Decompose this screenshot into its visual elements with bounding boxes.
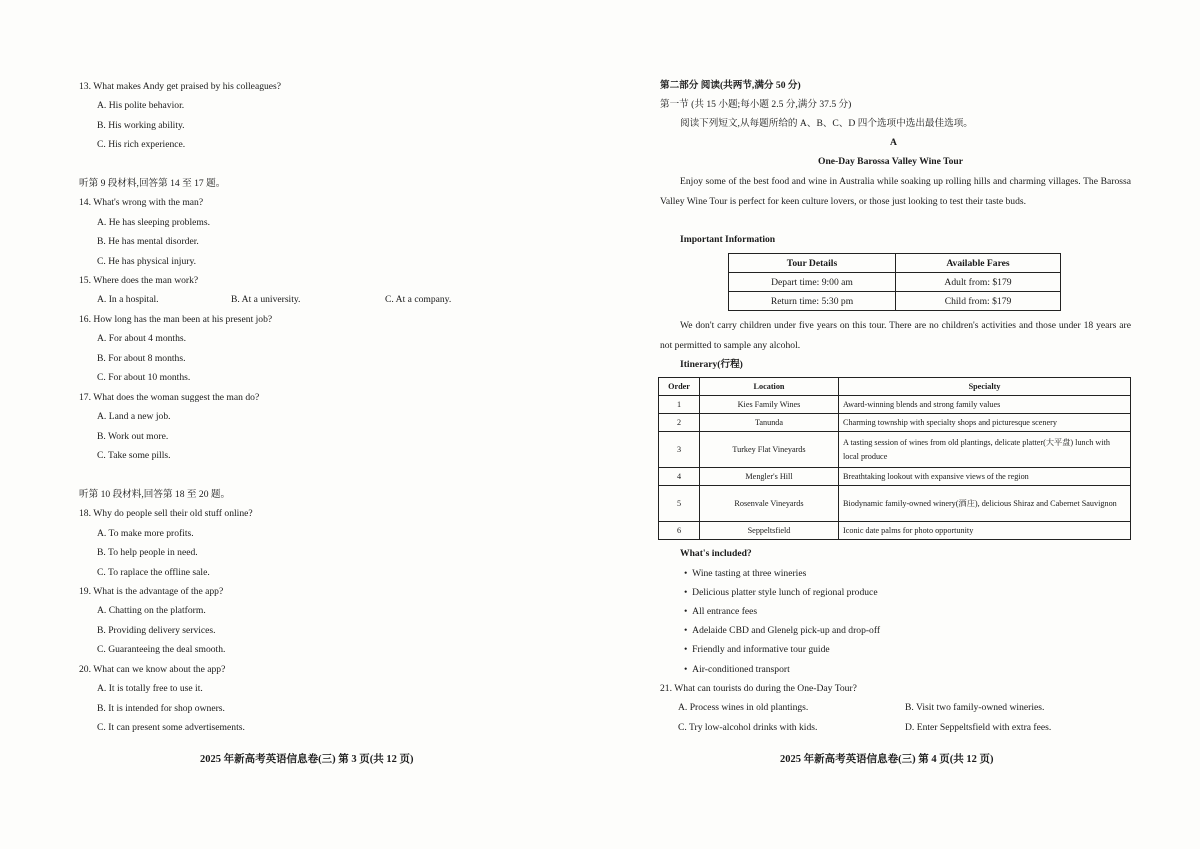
itinerary-order: 2 — [659, 414, 700, 432]
itinerary-specialty: Award-winning blends and strong family values — [839, 396, 1131, 414]
right-page-footer: 2025 年新高考英语信息卷(三) 第 4 页(共 12 页) — [780, 754, 994, 765]
q18-option-c: C. To raplace the offline sale. — [97, 567, 210, 578]
q17-option-c: C. Take some pills. — [97, 450, 171, 461]
itinerary-location: Mengler's Hill — [700, 468, 839, 486]
list-item — [684, 644, 830, 656]
section1-title: 第一节 (共 15 小题;每小题 2.5 分,满分 37.5 分) — [660, 99, 852, 110]
included-item-text: Wine tasting at three wineries — [692, 568, 807, 579]
itinerary-header-location: Location — [700, 378, 839, 396]
fares-table — [728, 253, 1061, 311]
itinerary-heading: Itinerary(行程) — [680, 359, 743, 370]
right-page — [600, 0, 1200, 849]
bullet-icon: • — [684, 606, 693, 617]
q13-option-a: A. His polite behavior. — [97, 100, 185, 111]
included-item-text: Friendly and informative tour guide — [692, 644, 830, 655]
q20-option-b: B. It is intended for shop owners. — [97, 703, 225, 714]
itinerary-specialty: Iconic date palms for photo opportunity — [839, 522, 1131, 540]
itinerary-specialty: Biodynamic family-owned winery(酒庄), delicious Shiraz and Cabernet Sauvignon — [839, 486, 1131, 522]
q19-option-c: C. Guaranteeing the deal smooth. — [97, 644, 226, 655]
q20-option-c: C. It can present some advertisements. — [97, 722, 245, 733]
itinerary-header-order: Order — [659, 378, 700, 396]
child-fare-cell: Child from: $179 — [896, 292, 1061, 311]
q13-option-b: B. His working ability. — [97, 120, 185, 131]
itinerary-location: Seppeltsfield — [700, 522, 839, 540]
reading-instruction: 阅读下列短文,从每题所给的 A、B、C、D 四个选项中选出最佳选项。 — [680, 118, 973, 129]
bullet-icon: • — [684, 568, 693, 579]
itinerary-order: 5 — [659, 486, 700, 522]
section10-instruction: 听第 10 段材料,回答第 18 至 20 题。 — [79, 489, 231, 500]
passage-letter: A — [890, 137, 897, 148]
itinerary-order: 3 — [659, 432, 700, 468]
q19-option-a: A. Chatting on the platform. — [97, 605, 206, 616]
q15-stem: 15. Where does the man work? — [79, 275, 199, 286]
q17-option-b: B. Work out more. — [97, 431, 169, 442]
whats-included-heading: What's included? — [680, 548, 752, 559]
passage-intro: Enjoy some of the best food and wine in Australia while soaking up rolling hills and charming villages. The Barossa Valley Wine Tour is perfect for keen culture lovers, or those just looking to test their taste buds. — [660, 176, 1131, 207]
list-item — [684, 625, 880, 637]
q14-option-c: C. He has physical injury. — [97, 256, 197, 267]
table-row — [659, 396, 1131, 414]
bullet-icon: • — [684, 664, 693, 675]
included-item-text: Delicious platter style lunch of regional produce — [692, 587, 878, 598]
important-info-heading: Important Information — [680, 234, 776, 245]
fares-header-tour-details: Tour Details — [729, 254, 896, 273]
itinerary-specialty: Breathtaking lookout with expansive views of the region — [839, 468, 1131, 486]
table-row — [729, 273, 1061, 292]
itinerary-header-specialty: Specialty — [839, 378, 1131, 396]
q18-option-a: A. To make more profits. — [97, 528, 194, 539]
list-item — [684, 606, 757, 618]
left-page-footer: 2025 年新高考英语信息卷(三) 第 3 页(共 12 页) — [200, 754, 414, 765]
itinerary-location: Turkey Flat Vineyards — [700, 432, 839, 468]
q21-option-b: B. Visit two family-owned wineries. — [905, 702, 1045, 713]
q20-option-a: A. It is totally free to use it. — [97, 683, 203, 694]
q15-option-c: C. At a company. — [385, 294, 452, 305]
q14-option-a: A. He has sleeping problems. — [97, 217, 210, 228]
q16-option-b: B. For about 8 months. — [97, 353, 186, 364]
q21-option-c: C. Try low-alcohol drinks with kids. — [678, 722, 818, 733]
itinerary-order: 4 — [659, 468, 700, 486]
list-item — [684, 587, 878, 599]
section9-instruction: 听第 9 段材料,回答第 14 至 17 题。 — [79, 178, 226, 189]
q20-stem: 20. What can we know about the app? — [79, 664, 226, 675]
part2-title: 第二部分 阅读(共两节,满分 50 分) — [660, 80, 801, 91]
children-note: We don't carry children under five years on this tour. There are no children's activities and those under 18 years are not permitted to sample any alcohol. — [660, 320, 1131, 351]
itinerary-table — [658, 377, 1131, 540]
table-row — [659, 486, 1131, 522]
included-item-text: All entrance fees — [692, 606, 758, 617]
q17-option-a: A. Land a new job. — [97, 411, 171, 422]
itinerary-location: Tanunda — [700, 414, 839, 432]
included-item-text: Adelaide CBD and Glenelg pick-up and drop-off — [692, 625, 881, 636]
q17-stem: 17. What does the woman suggest the man do? — [79, 392, 260, 403]
table-row — [659, 522, 1131, 540]
q21-stem: 21. What can tourists do during the One-Day Tour? — [660, 683, 857, 694]
q21-option-d: D. Enter Seppeltsfield with extra fees. — [905, 722, 1052, 733]
table-row — [659, 414, 1131, 432]
q19-option-b: B. Providing delivery services. — [97, 625, 216, 636]
q18-option-b: B. To help people in need. — [97, 547, 198, 558]
itinerary-location: Kies Family Wines — [700, 396, 839, 414]
itinerary-header-row — [659, 378, 1131, 396]
table-row — [659, 468, 1131, 486]
fares-header-available-fares: Available Fares — [896, 254, 1061, 273]
itinerary-specialty: A tasting session of wines from old plantings, delicate platter(大平盘) lunch with local produce — [839, 432, 1131, 468]
bullet-icon: • — [684, 587, 693, 598]
q13-option-c: C. His rich experience. — [97, 139, 186, 150]
passage-title: One-Day Barossa Valley Wine Tour — [818, 156, 964, 167]
depart-time-cell: Depart time: 9:00 am — [729, 273, 896, 292]
q19-stem: 19. What is the advantage of the app? — [79, 586, 224, 597]
itinerary-location: Rosenvale Vineyards — [700, 486, 839, 522]
included-item-text: Air-conditioned transport — [692, 664, 790, 675]
list-item — [684, 664, 790, 676]
q18-stem: 18. Why do people sell their old stuff online? — [79, 508, 253, 519]
table-row — [659, 432, 1131, 468]
fares-header-row — [729, 254, 1061, 273]
bullet-icon: • — [684, 644, 693, 655]
q21-option-a: A. Process wines in old plantings. — [678, 702, 809, 713]
q14-stem: 14. What's wrong with the man? — [79, 197, 204, 208]
itinerary-order: 1 — [659, 396, 700, 414]
list-item — [684, 568, 806, 580]
q16-option-c: C. For about 10 months. — [97, 372, 191, 383]
q16-option-a: A. For about 4 months. — [97, 333, 187, 344]
q14-option-b: B. He has mental disorder. — [97, 236, 199, 247]
adult-fare-cell: Adult from: $179 — [896, 273, 1061, 292]
q16-stem: 16. How long has the man been at his present job? — [79, 314, 273, 325]
itinerary-specialty: Charming township with specialty shops and picturesque scenery — [839, 414, 1131, 432]
q15-option-b: B. At a university. — [231, 294, 301, 305]
itinerary-order: 6 — [659, 522, 700, 540]
q15-option-a: A. In a hospital. — [97, 294, 159, 305]
q13-stem: 13. What makes Andy get praised by his colleagues? — [79, 81, 282, 92]
bullet-icon: • — [684, 625, 693, 636]
table-row — [729, 292, 1061, 311]
return-time-cell: Return time: 5:30 pm — [729, 292, 896, 311]
